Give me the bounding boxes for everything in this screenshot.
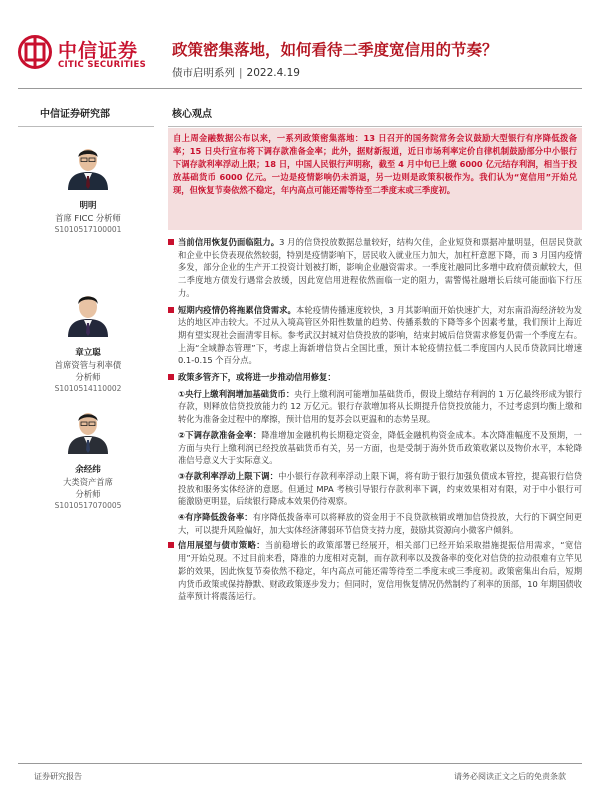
- bullet-paragraph: [168, 236, 582, 300]
- sub-paragraph: [168, 470, 582, 508]
- research-dept-heading: 中信证券研究部: [40, 109, 110, 120]
- report-date: 2022.4.19: [246, 67, 300, 79]
- report-title: 政策密集落地，如何看待二季度宽信用的节奏？: [172, 41, 498, 59]
- sub-text: 央行上缴利润可能增加基础货币，假设上缴结存利润的 1 万亿最终形成为银行存款，则释放信贷投放能力约 12 万亿元。银行存款增加将从长期提升信贷投放能力，不过考虑到均衡上缴和转化为准备金过程中的摩擦，预计信用的复苏会以更温和的态势呈现。: [178, 388, 582, 425]
- red-square-bullet-icon: [168, 239, 174, 245]
- paragraph-lead: 信用展望与债市策略：: [178, 540, 265, 551]
- bullet-paragraph: [168, 304, 582, 368]
- sub-text: 中小银行存款利率浮动上限下调，将有助于银行加强负债成本管控，提高银行信贷投放和服务实体经济的意愿。但通过 MPA 考核引导银行存款利率下调，约束效果相对有限，对于中小银行可能激励更明显，后续银行降成本效果仍待观察。: [178, 470, 582, 507]
- analyst-title: 首席资管与利率债: [54, 360, 122, 370]
- sub-lead: ③存款利率浮动上限下调：: [178, 470, 279, 481]
- analyst-title: 分析师: [75, 372, 101, 382]
- logo-text-en: CITIC SECURITIES: [58, 60, 147, 70]
- paragraph-lead: 短期内疫情仍将拖累信贷需求。: [178, 304, 296, 315]
- sub-lead: ①央行上缴利润增加基础货币：: [178, 388, 295, 399]
- sub-lead: ②下调存款准备金率：: [178, 429, 262, 440]
- analyst-photo: [65, 404, 111, 454]
- sidebar-divider: [18, 126, 154, 127]
- header-divider: [18, 88, 582, 89]
- analyst-photo: [65, 140, 111, 190]
- sub-paragraph: [168, 429, 582, 467]
- paragraph-lead: 政策多管齐下，或将进一步推动信用修复：: [178, 372, 336, 383]
- footer-disclaimer: 请务必阅读正文之后的免责条款: [454, 772, 566, 781]
- series-name: 债市启明系列: [172, 67, 235, 79]
- analyst-photo: [65, 287, 111, 337]
- key-views-divider: [168, 126, 582, 127]
- paragraph-lead: 当前信用恢复仍面临阻力。: [178, 237, 280, 247]
- summary-box: 自上周金融数据公布以来，一系列政策密集落地：13 日召开的国务院常务会议鼓励大型银行有序降低拨备率；15 日央行宣布将下调存款准备金率；此外，据财新报道，近日市场利率定价自律机制鼓励部分中小银行下调存款利率浮动上限；18 日，中国人民银行声明称，截至 4 月中旬已上缴 6000 亿元结存利润，相当于投放基础货币 6000 亿元。一边是疫情影响仍未消退，另一边则是政策积极作为。我们认为“宽信用”开始兑现，但恢复节奏依然不稳定，年内高点可能还需等待至二季度末或三季度初。: [168, 128, 582, 230]
- analyst-title: 首席 FICC 分析师: [55, 213, 121, 223]
- red-square-bullet-icon: [168, 307, 174, 313]
- sub-paragraph: [168, 388, 582, 426]
- sub-text: 降准增加金融机构长期稳定资金，降低金融机构资金成本。本次降准幅度不及预期，一方面与央行上缴利润已经投放基础货币有关，另一方面，也是受制于海外货币政策收紧以及物价水平，本轮降准信号意义大于实际意义。: [178, 429, 582, 466]
- analyst-license-id: S1010514110002: [54, 384, 122, 393]
- paragraph-text: 3 月的信贷投放数据总量较好，结构欠佳，企业短贷和票据冲量明显，但居民贷款和企业中长贷表现依然较弱，特别是疫情影响下，居民收入就业压力加大，加杠杆意愿下降，而 3 月国内疫情多发，部分企业的生产开工投资计划被打断，影响企业融资需求。一季度社融同比多增中政府债贡献较大，但二季度地方债发行遇常会放缓，因此宽信用进程依然面临一定的阻力，需警惕社融增长后续可能面临下行压力。: [178, 237, 582, 298]
- red-square-bullet-icon: [168, 374, 174, 380]
- bullet-paragraph: [168, 539, 582, 603]
- analyst-name: 明明: [79, 201, 97, 211]
- analyst-name: 章立聪: [75, 348, 101, 358]
- analyst-card: [28, 140, 148, 236]
- bullet-paragraph: [168, 371, 582, 384]
- analyst-name: 余经纬: [75, 465, 101, 475]
- analyst-card: [28, 287, 148, 395]
- analyst-title: 分析师: [75, 489, 101, 499]
- analyst-card: [28, 404, 148, 512]
- red-square-bullet-icon: [168, 542, 174, 548]
- analyst-title: 大类资产首席: [63, 477, 113, 487]
- citic-logo-icon: [18, 35, 52, 69]
- report-meta: [172, 65, 300, 80]
- analyst-license-id: S1010517100001: [54, 225, 122, 234]
- report-body: [168, 236, 582, 607]
- key-views-heading: 核心观点: [172, 109, 212, 120]
- sub-paragraph: [168, 511, 582, 536]
- meta-separator: |: [239, 67, 243, 79]
- sub-lead: ④有序降低拨备率：: [178, 512, 253, 523]
- footer-report-type: 证券研究报告: [34, 772, 82, 781]
- company-logo: [18, 34, 168, 74]
- paragraph-text: 本轮疫情传播速度较快，3 月其影响面开始快速扩大，对东南沿海经济较为发达的地区冲击较大。不过从入境高管区外阳性数量的趋势、传播系数的下降等多个因素考量，我们预计上海近期有望实现社会面清零目标。参考武汉封城对信贷投放的影响，结束封城后信贷需求修复仍需一个季度左右。上海“全域静态管理”下，考虑上海新增信贷占全国比重，预计本轮疫情拉低二季度国内人民币贷款同比增速 0.1-0.15 个百分点。: [178, 304, 582, 366]
- logo-text-cn: 中信证券: [58, 40, 139, 62]
- analyst-license-id: S1010517070005: [54, 501, 122, 510]
- sub-text: 有序降低拨备率可以将释放的资金用于不良贷款核销或增加信贷投放，大行的下调空间更大，可以提升风险偏好，加大实体经济薄弱环节信贷支持力度，鼓励其资源向小微客户倾斜。: [178, 512, 582, 535]
- paragraph-text: 当前稳增长的政策部署已经展开，相关部门已经开始采取措施提振信用需求，“宽信用”开始兑现。不过目前来看，降准的力度相对克制，而存款利率以及拨备率的变化对信贷的拉动很难有立竿见影的效果，因此恢复节奏依然不稳定，年内高点可能还需等待至二季度末或三季度初。政策密集出台后，短期内货币政策或保持静默、财政政策逐步发力；但同时，宽信用恢复情况仍然制约了利率的顶部，10 年期国债收益率预计将震荡运行。: [178, 540, 582, 602]
- footer-divider: [18, 763, 582, 764]
